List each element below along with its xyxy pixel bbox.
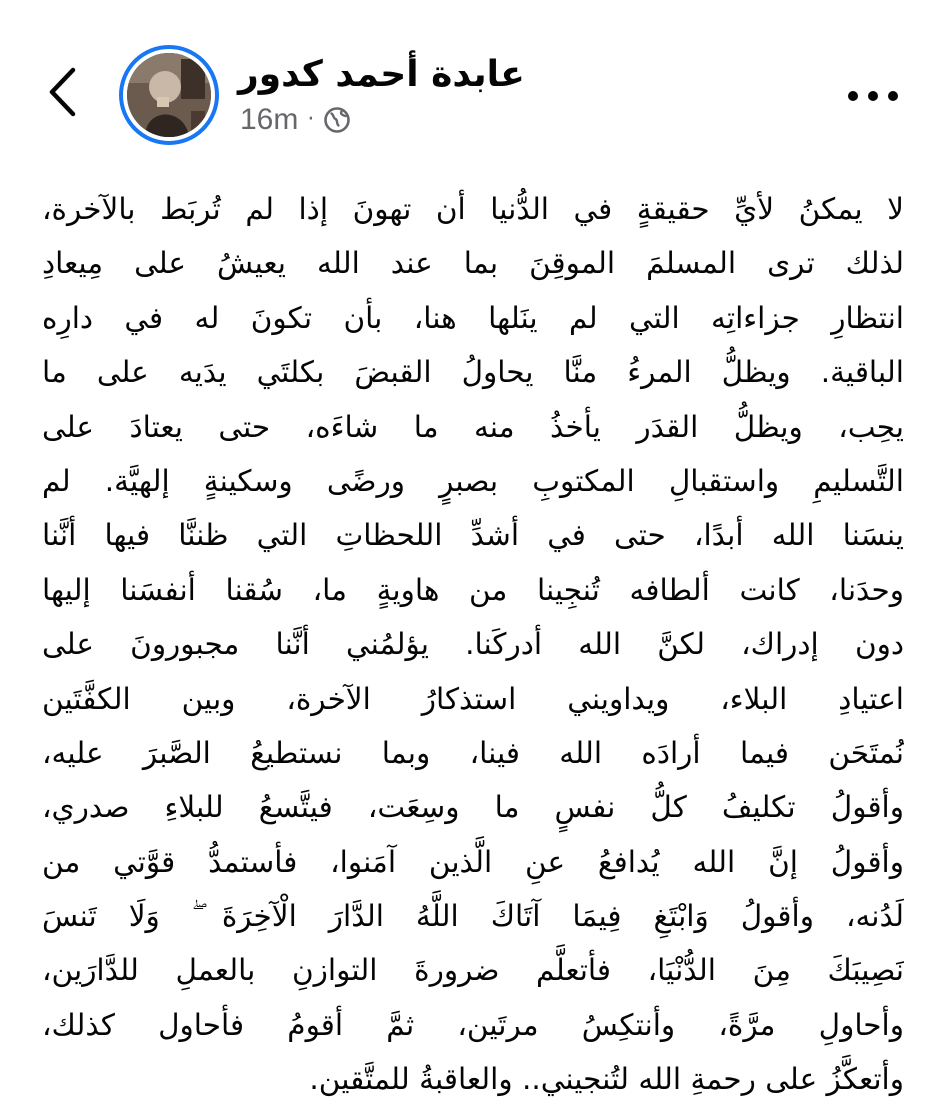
post-line: يحِب، ويظلُّ القدَر يأخذُ منه ما شاءَه، حتى يعتادَ على [42, 409, 904, 444]
avatar-photo [127, 53, 211, 137]
post-line: نُمتَحَن فيما أرادَه الله فينا، وبما نستطيعُ الصَّبرَ عليه، [42, 735, 904, 770]
post-meta [240, 100, 351, 140]
post-line: التَّسليمِ واستقبالِ المكتوبِ بصبرٍ ورضًى وسكينةٍ إلهيَّة. لم [42, 463, 904, 498]
back-button[interactable] [36, 62, 88, 126]
meta-separator: · [307, 107, 315, 132]
post-line: دون إدراك، لكنَّ الله أدركَنا. يؤلمُني أنَّنا مجبورونَ على [42, 627, 904, 662]
more-horizontal-icon [847, 87, 899, 106]
more-options-button[interactable] [838, 68, 908, 124]
post-line: نَصِيبَكَ مِنَ الدُّنْيَا، فأتعلَّم ضرورةَ التوازنِ بالعملِ للدَّارَين، [42, 953, 904, 988]
post-text [42, 182, 904, 1097]
post-line: وأحاولِ مرَّةً، وأنتكِسُ مرتَين، ثمَّ أقومُ فأحاول كذلك، [42, 1007, 904, 1042]
post-line: وأقولُ إنَّ الله يُدافعُ عنِ الَّذين آمَنوا، فأستمدُّ قوَّتي من [42, 844, 904, 879]
post-line: انتظارِ جزاءاتِه التي لم ينَلها هنا، بأن تكونَ له في دارِه [42, 300, 904, 335]
post-line: ينسَنا الله أبدًا، حتى في أشدِّ اللحظاتِ التي ظننَّا فيها أنَّنا [42, 518, 904, 553]
post-line: الباقية. ويظلُّ المرءُ منَّا يحاولُ القبضَ بكلتَي يدَيه على ما [42, 355, 904, 390]
post-line: وحدَنا، كانت ألطافه تُنجِينا من هاويةٍ ما، سُقنا أنفسَنا إليها [42, 572, 904, 607]
chevron-left-icon [47, 66, 77, 122]
post-line: وأقولُ تكليفُ كلُّ نفسٍ ما وسِعَت، فيتَّسعُ للبلاءِ صدري، [42, 790, 904, 825]
post-line: لَدُنه، وأقولُ وَابْتَغِ فِيمَا آتَاكَ اللَّهُ الدَّارَ الْآخِرَةَ ۖ وَلَا تَنسَ [42, 899, 904, 934]
post-line: اعتيادِ البلاء، ويداويني استذكارُ الآخرة، وبين الكفَّتَين [42, 681, 904, 716]
globe-icon[interactable] [323, 106, 351, 134]
post-time[interactable]: 16m [240, 103, 299, 136]
post-line: لا يمكنُ لأيِّ حقيقةٍ في الدُّنيا أن تهونَ إذا لم تُربَط بالآخرة، [42, 192, 904, 226]
post-line: لذلك ترى المسلمَ الموقِنَ بما عند الله يعيشُ على مِيعادِ [42, 246, 904, 281]
author-name[interactable]: عابدة أحمد كدور [238, 54, 525, 95]
author-avatar[interactable] [119, 45, 219, 145]
post-line: وأتعكَّزُ على رحمةِ الله لتُنجيني.. والعاقبةُ للمتَّقين. [309, 1062, 904, 1097]
